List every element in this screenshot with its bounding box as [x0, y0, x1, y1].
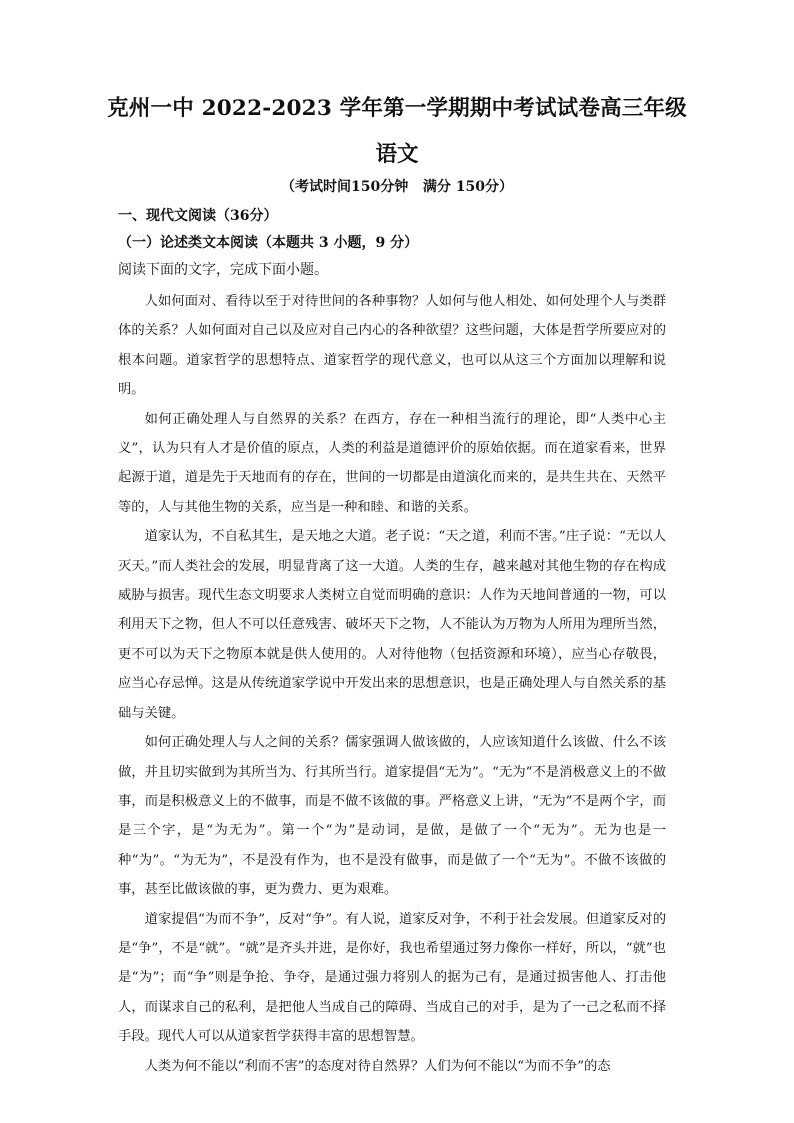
- passage-paragraph: 人类为何不能以“利而不害”的态度对待自然界？人们为何不能以“为而不争”的态: [144, 1058, 611, 1074]
- instruction-text: 阅读下面的文字，完成下面小题。: [118, 262, 328, 278]
- subject-title: 语文: [375, 142, 419, 167]
- passage-paragraph: 如何正确处理人与自然界的关系？在西方，存在一种相当流行的理论，即“人类中心主义”，认为只有人才是价值的原点，人类的利益是道德评价的原始依据。而在道家看来，世界起源于道，道是先于天地而有的存在，世间的一切都是由道演化而来的，是共生共在、天然平等的，人与其他生物的关系，应当是一种和睦、和谐的关系。: [118, 411, 666, 515]
- passage-body: [118, 287, 666, 1081]
- section-heading: 一、现代文阅读（36分）: [118, 208, 278, 224]
- subsection-heading: （一）论述类文本阅读（本题共 3 小题，9 分）: [118, 235, 419, 251]
- exam-title: 克州一中 2022-2023 学年第一学期期中考试试卷高三年级: [107, 96, 687, 121]
- passage-paragraph: 人如何面对、看待以至于对待世间的各种事物？人如何与他人相处、如何处理个人与类群体的关系？人如何面对自己以及应对自己内心的各种欲望？这些问题，大体是哲学所要应对的根本问题。道家哲学的思想特点、道家哲学的现代意义，也可以从这三个方面加以理解和说明。: [118, 294, 666, 398]
- exam-meta: （考试时间150分钟 满分 150分）: [281, 179, 513, 195]
- passage-paragraph: 道家提倡“为而不争”，反对“争”。有人说，道家反对争，不利于社会发展。但道家反对的是“争”，不是“就”。“就”是齐头并进，是你好，我也希望通过努力像你一样好，所以，“就”也是“为”；而“争”则是争抢、争夺，是通过强力将别人的据为己有，是通过损害他人、打击他人，而谋求自己的私利，是把他人当成自己的障碍、当成自己的对手，是为了一己之私而不择手段。现代人可以从道家哲学获得丰富的思想智慧。: [118, 911, 666, 1045]
- passage-paragraph: 如何正确处理人与人之间的关系？儒家强调人做该做的，人应该知道什么该做、什么不该做，并且切实做到为其所当为、行其所当行。道家提倡“无为”。“无为”不是消极意义上的不做事，而是积极意义上的不做事，而是不做不该做的事。严格意义上讲，“无为”不是两个字，而是三个字，是“为无为”。第一个“为”是动词，是做，是做了一个“无为”。无为也是一种“为”。“为无为”，不是没有作为，也不是没有做事，而是做了一个“无为”。不做不该做的事，甚至比做该做的事，更为费力、更为艰难。: [118, 735, 666, 898]
- passage-paragraph: 道家认为，不自私其生，是天地之大道。老子说：“天之道，利而不害。”庄子说：“无以人灭天。”而人类社会的发展，明显背离了这一大道。人类的生存，越来越对其他生物的存在构成威胁与损害。现代生态文明要求人类树立自觉而明确的意识：人作为天地间普通的一物，可以利用天下之物，但人不可以任意残害、破坏天下之物，人不能认为万物为人所用为理所当然，更不可以为天下之物原本就是供人使用的。人对待他物（包括资源和环境），应当心存敬畏，应当心存忌惮。这是从传统道家学说中开发出来的思想意识，也是正确处理人与自然关系的基础与关键。: [118, 529, 666, 721]
